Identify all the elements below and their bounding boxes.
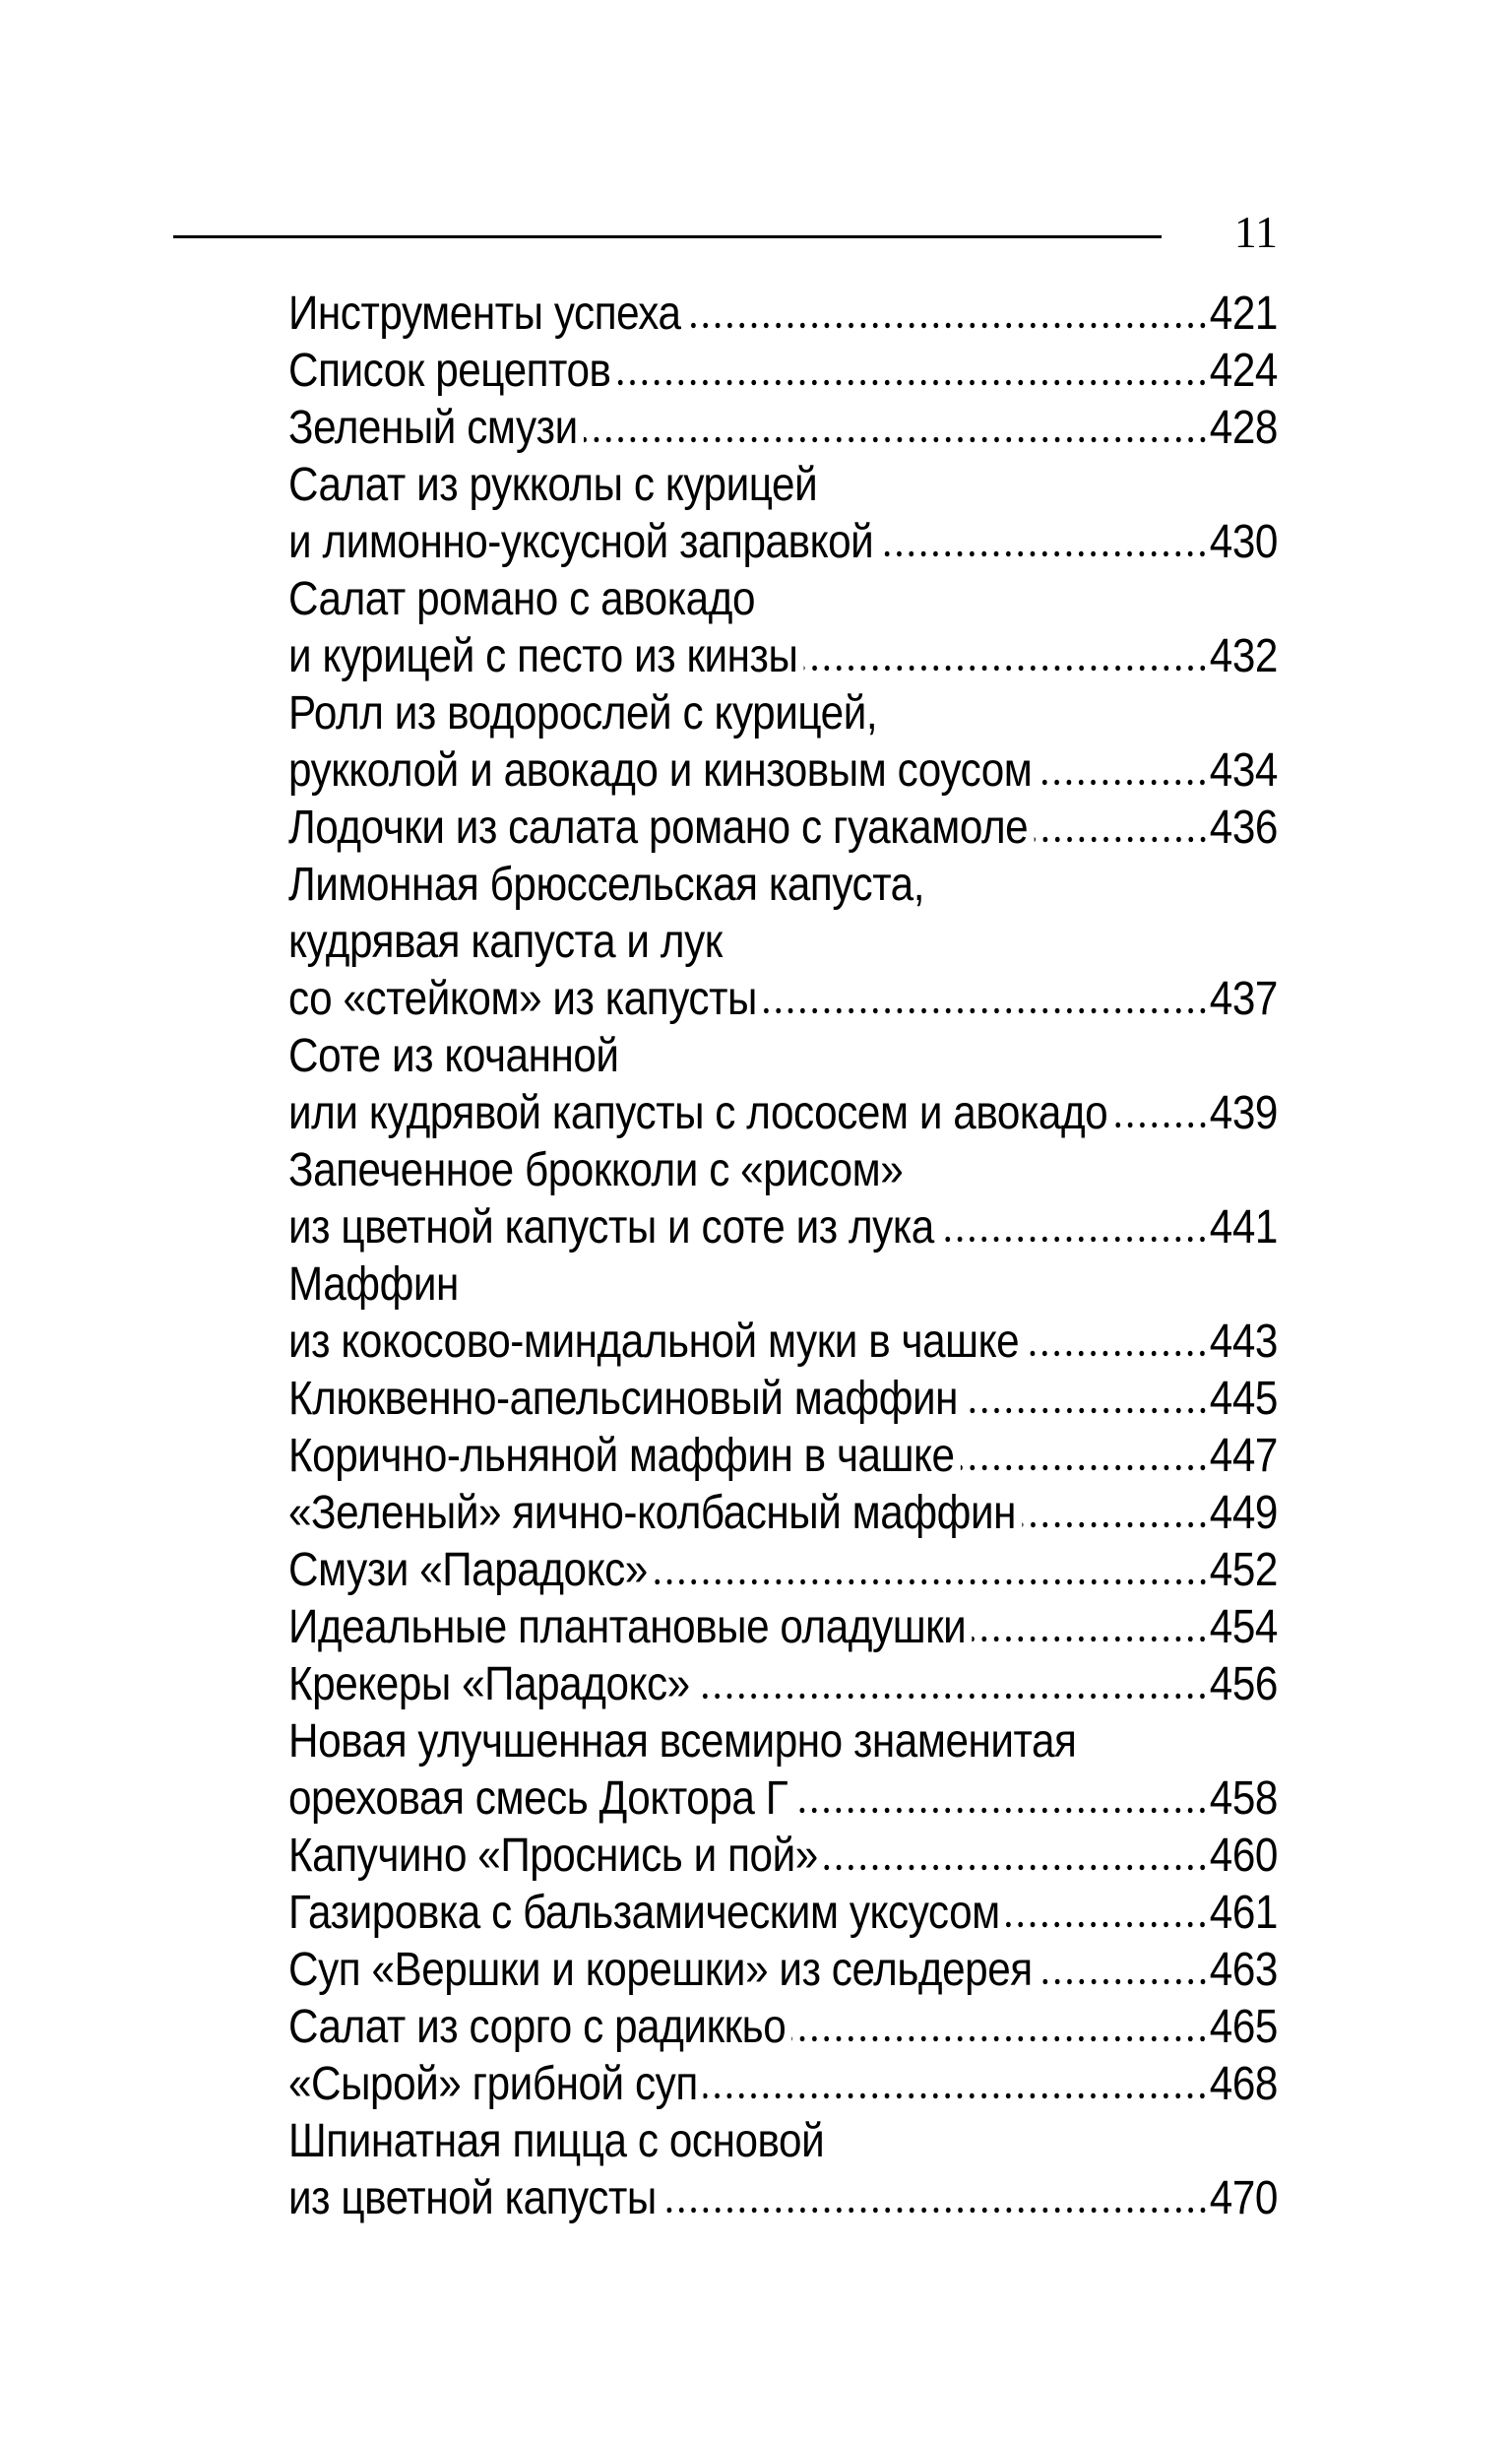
toc-entry-line [288, 1085, 1278, 1142]
dot-leader [804, 665, 1209, 672]
dot-leader [1113, 1122, 1209, 1128]
toc-entry-page: 436 [1209, 802, 1278, 854]
toc-entry-title: Салат из сорго с радиккьо [288, 2001, 787, 2053]
toc-entry-title: Инструменты успеха [288, 288, 681, 340]
toc-entry-title: или кудрявой капусты с лососем и авокадо [288, 1087, 1108, 1139]
toc-entry [288, 286, 1278, 343]
toc-entry-title: Зеленый смузи [288, 402, 578, 454]
toc-entry [288, 2056, 1278, 2113]
toc-entry-line [288, 1199, 1278, 1256]
toc-entry-line [288, 1028, 1278, 1085]
toc-entry-title: Шпинатная пицца с основой [288, 2115, 825, 2167]
toc-entry [288, 1942, 1278, 1999]
toc-entry-line [288, 1770, 1278, 1828]
toc-entry-page: 445 [1209, 1373, 1278, 1425]
toc-entry-line [288, 2170, 1278, 2227]
toc-entry-title: из цветной капусты и соте из лука [288, 1201, 934, 1254]
toc-entry [288, 1828, 1278, 1885]
dot-leader [824, 1864, 1209, 1871]
toc-entry-title: Смузи «Парадокс» [288, 1544, 648, 1596]
toc-entry-page: 463 [1209, 1944, 1278, 1996]
toc-entry-title: Корично-льняной маффин в чашке [288, 1430, 955, 1482]
toc-entry-title: Лодочки из салата романо с гуакамоле [288, 802, 1029, 854]
toc-entry-title: Маффин [288, 1258, 459, 1311]
toc-entry [288, 1599, 1278, 1656]
toc-entry [288, 400, 1278, 457]
toc-entry-title: и курицей с песто из кинзы [288, 630, 798, 682]
toc-entry [288, 1371, 1278, 1428]
toc-entry-page: 441 [1209, 1201, 1278, 1254]
header-rule [173, 235, 1162, 238]
toc-entry-line [288, 1371, 1278, 1428]
page-number: 11 [1233, 207, 1278, 257]
toc-entry [288, 1485, 1278, 1542]
toc-entry-title: ореховая смесь Доктора Г [288, 1772, 788, 1825]
toc-entry-line [288, 1485, 1278, 1542]
toc-entry-line [288, 971, 1278, 1028]
toc-entry-title: Суп «Вершки и корешки» из сельдерея [288, 1944, 1033, 1996]
toc-entry-line [288, 1942, 1278, 1999]
toc-entry-line [288, 1428, 1278, 1485]
dot-leader [1039, 1978, 1209, 1985]
dot-leader [763, 1007, 1209, 1014]
toc-entry-page: 470 [1209, 2172, 1278, 2224]
toc-entry-title: рукколой и авокадо и кинзовым соусом [288, 744, 1033, 797]
dot-leader [964, 1407, 1209, 1414]
toc-entry [288, 1885, 1278, 1942]
toc-entry-line [288, 1542, 1278, 1599]
toc-entry-line [288, 1828, 1278, 1885]
toc-entry-line [288, 1656, 1278, 1713]
toc-entry [288, 457, 1278, 571]
toc-entry [288, 571, 1278, 685]
toc-entry-title: «Сырой» грибной суп [288, 2058, 698, 2110]
toc-entry-page: 458 [1209, 1772, 1278, 1825]
toc-entry-line [288, 1256, 1278, 1314]
toc-entry-page: 452 [1209, 1544, 1278, 1596]
dot-leader [1039, 779, 1209, 786]
dot-leader [617, 379, 1209, 386]
toc-entry-line [288, 1599, 1278, 1656]
dot-leader [791, 2035, 1208, 2042]
toc-entry-line [288, 742, 1278, 800]
toc-entry-page: 465 [1209, 2001, 1278, 2053]
toc-entry-title: Идеальные плантановые оладушки [288, 1601, 967, 1653]
toc-entry-title: «Зеленый» яично-колбасный маффин [288, 1487, 1017, 1539]
toc-entry-line [288, 457, 1278, 514]
toc-entry [288, 857, 1278, 1028]
toc-entry-title: Салат романо с авокадо [288, 573, 756, 625]
toc-entry [288, 1428, 1278, 1485]
toc-entry-page: 424 [1209, 345, 1278, 397]
toc-entry-page: 432 [1209, 630, 1278, 682]
toc-entry-page: 456 [1209, 1658, 1278, 1710]
toc-entry-title: Соте из кочанной [288, 1030, 619, 1082]
toc-entry-line [288, 571, 1278, 628]
dot-leader [940, 1236, 1209, 1243]
toc-entry-page: 434 [1209, 744, 1278, 797]
toc-entry-title: Запеченное брокколи с «рисом» [288, 1144, 904, 1196]
toc-entry-title: Новая улучшенная всемирно знаменитая [288, 1715, 1077, 1768]
dot-leader [654, 1578, 1209, 1585]
dot-leader [584, 436, 1209, 443]
dot-leader [696, 1693, 1209, 1700]
toc-entry-line [288, 2056, 1278, 2113]
toc-entry-title: Ролл из водорослей с курицей, [288, 687, 878, 739]
toc-entry-page: 461 [1209, 1887, 1278, 1939]
toc-entry-title: Крекеры «Парадокс» [288, 1658, 690, 1710]
table-of-contents [288, 286, 1278, 2227]
toc-entry-page: 443 [1209, 1316, 1278, 1368]
toc-entry-title: Список рецептов [288, 345, 611, 397]
dot-leader [961, 1464, 1209, 1471]
toc-entry-page: 454 [1209, 1601, 1278, 1653]
toc-entry-title: со «стейком» из капусты [288, 973, 757, 1025]
toc-entry [288, 1713, 1278, 1828]
toc-entry [288, 343, 1278, 400]
toc-entry-line [288, 1142, 1278, 1199]
dot-leader [1006, 1921, 1209, 1928]
toc-entry-line [288, 400, 1278, 457]
toc-entry-page: 437 [1209, 973, 1278, 1025]
dot-leader [1022, 1521, 1209, 1528]
toc-entry-page: 428 [1209, 402, 1278, 454]
toc-entry [288, 800, 1278, 857]
dot-leader [704, 2092, 1209, 2099]
toc-entry-title: из цветной капусты [288, 2172, 657, 2224]
toc-entry-page: 421 [1209, 288, 1278, 340]
toc-entry-title: Капучино «Проснись и пой» [288, 1830, 818, 1882]
toc-entry-line [288, 857, 1278, 914]
toc-entry-line [288, 286, 1278, 343]
toc-entry-title: Газировка с бальзамическим уксусом [288, 1887, 1000, 1939]
toc-entry-line [288, 1885, 1278, 1942]
toc-entry-line [288, 1713, 1278, 1770]
toc-entry-title: кудрявая капуста и лук [288, 916, 723, 968]
toc-entry-title: Лимонная брюссельская капуста, [288, 859, 925, 911]
toc-entry-line [288, 800, 1278, 857]
toc-entry [288, 2113, 1278, 2227]
dot-leader [972, 1636, 1208, 1642]
toc-entry-line [288, 628, 1278, 685]
dot-leader [662, 2207, 1209, 2214]
toc-entry-title: Салат из рукколы с курицей [288, 459, 818, 511]
toc-entry-line [288, 514, 1278, 571]
toc-entry-page: 460 [1209, 1830, 1278, 1882]
toc-entry-line [288, 914, 1278, 971]
toc-entry-page: 439 [1209, 1087, 1278, 1139]
toc-entry-page: 468 [1209, 2058, 1278, 2110]
dot-leader [879, 550, 1208, 557]
toc-entry [288, 1142, 1278, 1256]
dot-leader [1025, 1350, 1209, 1357]
dot-leader [793, 1807, 1209, 1814]
toc-entry [288, 1542, 1278, 1599]
toc-entry-title: Клюквенно-апельсиновый маффин [288, 1373, 959, 1425]
toc-entry [288, 1656, 1278, 1713]
toc-entry-title: и лимонно-уксусной заправкой [288, 516, 874, 568]
dot-leader [687, 322, 1209, 329]
toc-entry-line [288, 343, 1278, 400]
toc-entry-line [288, 685, 1278, 742]
toc-entry [288, 1256, 1278, 1371]
toc-entry-page: 449 [1209, 1487, 1278, 1539]
toc-entry [288, 685, 1278, 800]
toc-entry [288, 1999, 1278, 2056]
toc-entry [288, 1028, 1278, 1142]
toc-entry-page: 430 [1209, 516, 1278, 568]
toc-entry-line [288, 2113, 1278, 2170]
toc-entry-line [288, 1999, 1278, 2056]
toc-entry-title: из кокосово-миндальной муки в чашке [288, 1316, 1020, 1368]
dot-leader [1034, 836, 1209, 843]
toc-entry-page: 447 [1209, 1430, 1278, 1482]
toc-entry-line [288, 1314, 1278, 1371]
